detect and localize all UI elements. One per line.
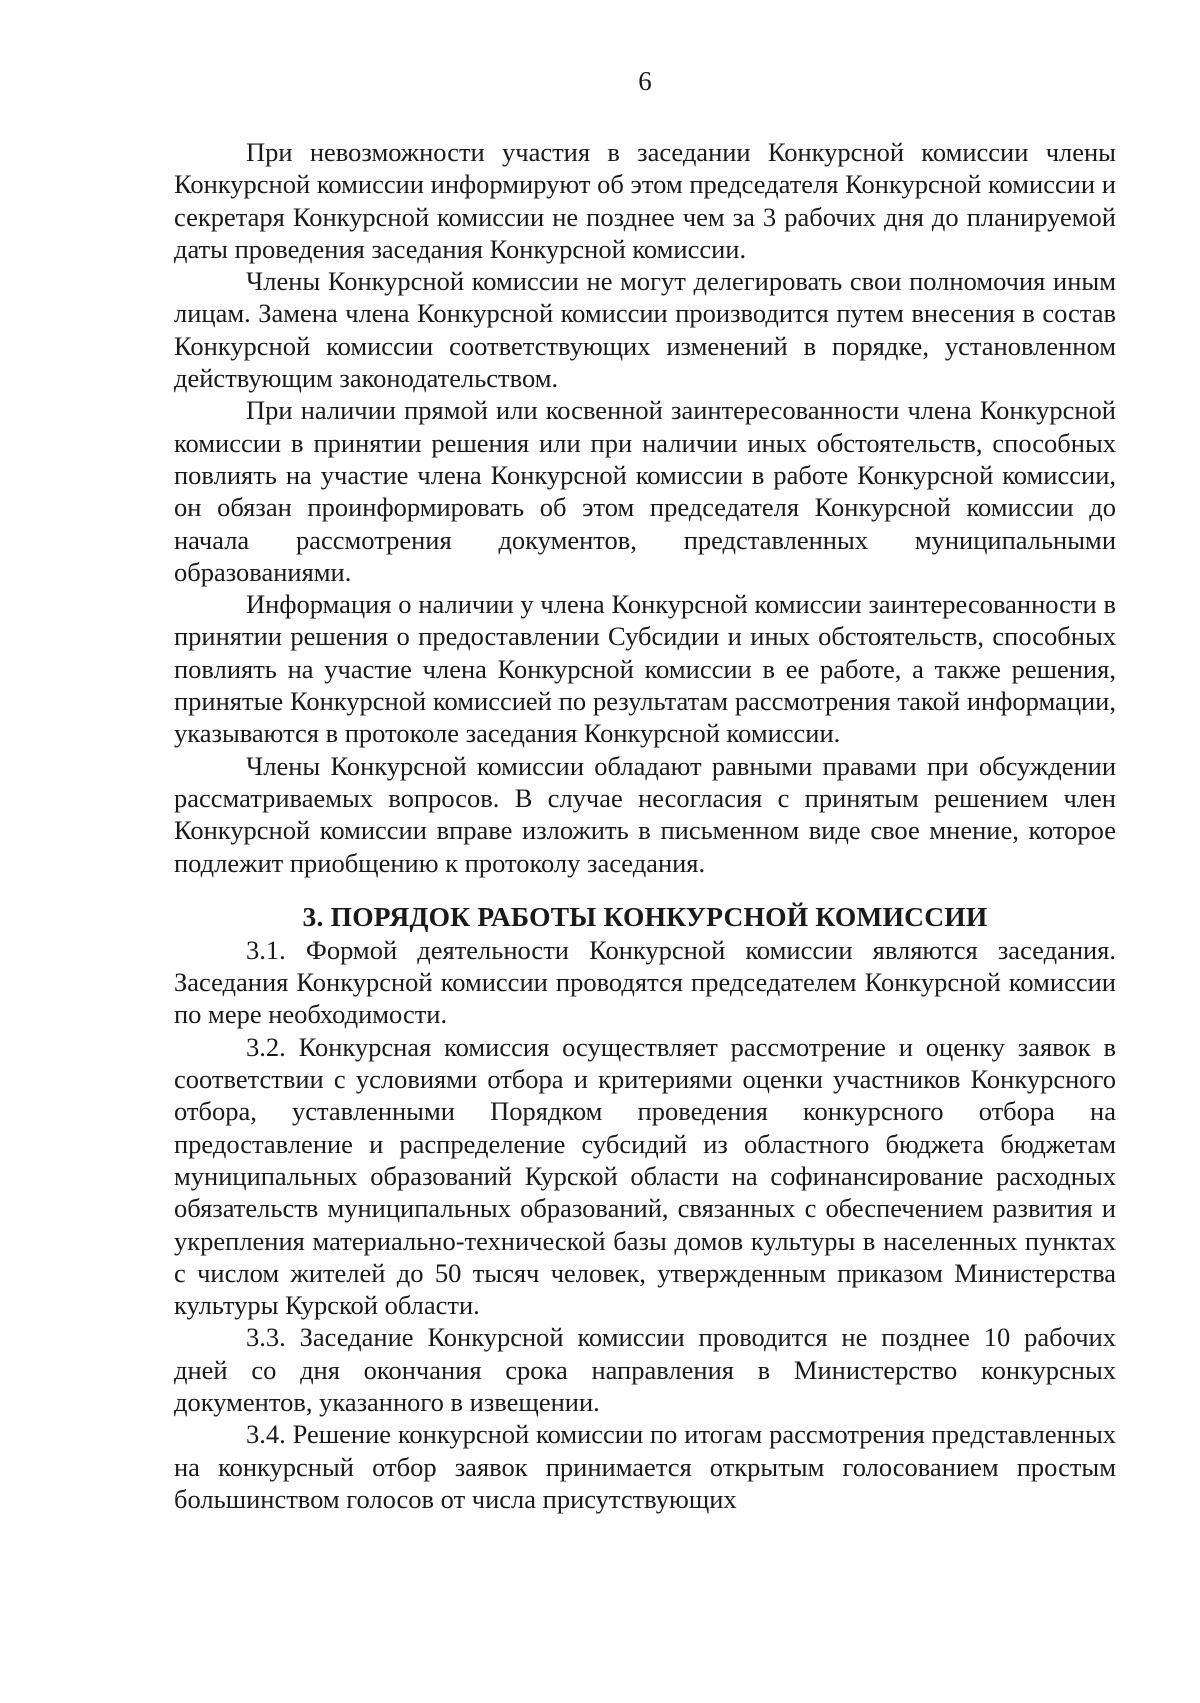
paragraph-conflict-of-interest: При наличии прямой или косвенной заинтересованности члена Конкурсной комиссии в принятии решения или при наличии иных обстоятельств, способных повлиять на участие члена Конкурсной комиссии в работе Конкурсной комиссии, он обязан проинформировать об этом председателя Конкурсной комиссии до начала рассмотрения документов, представленных муниципальными образованиями. [174,395,1116,587]
paragraph-no-delegation: Члены Конкурсной комиссии не могут делегировать свои полномочия иным лицам. Замена члена Конкурсной комиссии производится путем внесения в состав Конкурсной комиссии соответствующих изменений в порядке, установленном действующим законодательством. [174,266,1116,394]
paragraph-equal-rights: Члены Конкурсной комиссии обладают равными правами при обсуждении рассматриваемых вопросов. В случае несогласия с принятым решением член Конкурсной комиссии вправе изложить в письменном виде свое мнение, которое подлежит приобщению к протоколу заседания. [174,750,1116,878]
paragraph-3-3: 3.3. Заседание Конкурсной комиссии проводится не позднее 10 рабочих дней со дня окончания срока направления в Министерство конкурсных документов, указанного в извещении. [174,1322,1116,1417]
paragraph-3-2: 3.2. Конкурсная комиссия осуществляет рассмотрение и оценку заявок в соответствии с условиями отбора и критериями оценки участников Конкурсного отбора, уставленными Порядком проведения конкурсного отбора на предоставление и распределение субсидий из областного бюджета бюджетам муниципальных образований Курской области на софинансирование расходных обязательств муниципальных образований, связанных с обеспечением развития и укрепления материально-технической базы домов культуры в населенных пунктах с числом жителей до 50 тысяч человек, утвержденным приказом Министерства культуры Курской области. [174,1031,1116,1321]
document-body [174,136,1116,1515]
page-number: 6 [638,66,652,96]
paragraph-interest-information: Информация о наличии у члена Конкурсной комиссии заинтересованности в принятии решения о предоставлении Субсидии и иных обстоятельств, способных повлиять на участие члена Конкурсной комиссии в ее работе, а также решения, принятые Конкурсной комиссией по результатам рассмотрения такой информации, указываются в протоколе заседания Конкурсной комиссии. [174,589,1116,749]
paragraph-3-4: 3.4. Решение конкурсной комиссии по итогам рассмотрения представленных на конкурсный отбор заявок принимается открытым голосованием простым большинством голосов от числа присутствующих [174,1419,1116,1514]
section-heading: 3. ПОРЯДОК РАБОТЫ КОНКУРСНОЙ КОМИССИИ [302,900,988,932]
paragraph-absence-notice: При невозможности участия в заседании Конкурсной комиссии члены Конкурсной комиссии информируют об этом председателя Конкурсной комиссии и секретаря Конкурсной комиссии не позднее чем за 3 рабочих дня до планируемой даты проведения заседания Конкурсной комиссии. [174,137,1116,264]
paragraph-3-1: 3.1. Формой деятельности Конкурсной комиссии являются заседания. Заседания Конкурсной комиссии проводятся председателем Конкурсной комиссии по мере необходимости. [174,934,1116,1030]
